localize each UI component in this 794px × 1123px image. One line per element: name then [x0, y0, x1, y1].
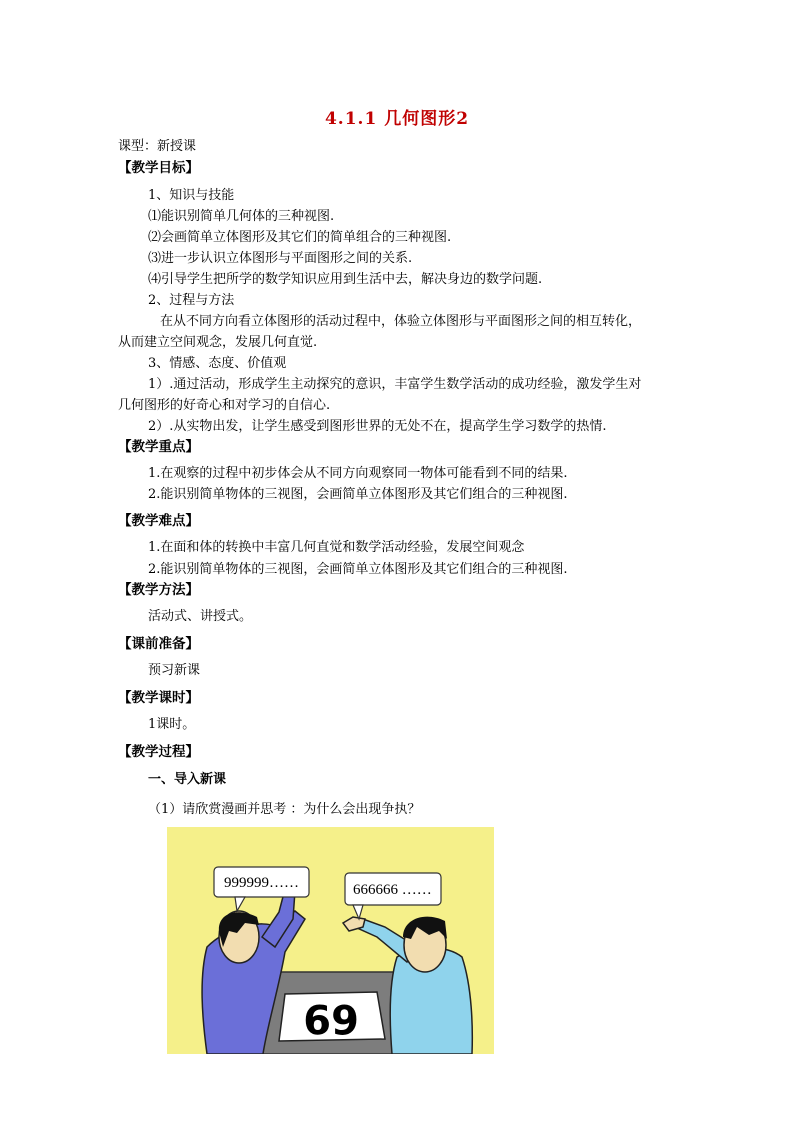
methods-text: 活动式、讲授式。	[148, 609, 253, 624]
emotion-item: 几何图形的好奇心和对学习的自信心.	[118, 398, 331, 413]
emotion-item: 1）.通过活动，形成学生主动探究的意识，丰富学生数学活动的成功经验，激发学生对	[148, 377, 642, 392]
hours-heading: 【教学课时】	[118, 690, 199, 706]
knowledge-heading: 1、知识与技能	[148, 188, 235, 203]
process-section-heading: 【教学过程】	[118, 744, 199, 760]
preparation-text: 预习新课	[148, 663, 201, 678]
hours-text: 1课时。	[148, 717, 196, 732]
key-point-item: 2.能识别简单物体的三视图，会画简单立体图形及其它们组合的三种视图.	[148, 487, 568, 502]
key-points-heading: 【教学重点】	[118, 439, 199, 455]
knowledge-item: ⑴能识别简单几何体的三种视图.	[148, 209, 335, 224]
card-text: 69	[303, 995, 359, 1041]
knowledge-item: ⑷引导学生把所学的数学知识应用到生活中去，解决身边的数学问题.	[148, 272, 543, 287]
emotion-heading: 3、情感、态度、价值观	[148, 356, 287, 371]
process-part-1: 一、导入新课	[148, 772, 227, 787]
methods-heading: 【教学方法】	[118, 582, 199, 598]
key-point-item: 1.在观察的过程中初步体会从不同方向观察同一物体可能看到不同的结果.	[148, 466, 568, 481]
emotion-item: 2）.从实物出发，让学生感受到图形世界的无处不在，提高学生学习数学的热情.	[148, 419, 607, 434]
knowledge-item: ⑶进一步认识立体图形与平面图形之间的关系.	[148, 251, 413, 266]
process-text: 在从不同方向看立体图形的活动过程中，体验立体图形与平面图形之间的相互转化，	[160, 314, 642, 329]
course-type: 课型：新授课	[118, 139, 197, 154]
process-heading: 2、过程与方法	[148, 293, 235, 308]
left-bubble-text: 999999……	[224, 875, 299, 891]
difficulty-item: 1.在面和体的转换中丰富几何直觉和数学活动经验，发展空间观念	[148, 540, 525, 555]
process-question-1: （1）请欣赏漫画并思考 ：为什么会出现争执？	[148, 802, 421, 817]
cartoon-illustration	[167, 827, 494, 1054]
document-title: 4.1.1 几何图形2	[324, 109, 470, 129]
right-bubble-text: 666666 ……	[353, 882, 432, 898]
knowledge-item: ⑵会画简单立体图形及其它们的简单组合的三种视图.	[148, 230, 452, 245]
objectives-heading: 【教学目标】	[118, 160, 199, 176]
difficulty-item: 2.能识别简单物体的三视图，会画简单立体图形及其它们组合的三种视图.	[148, 562, 568, 577]
process-text: 从而建立空间观念，发展几何直觉.	[118, 335, 318, 350]
difficulties-heading: 【教学难点】	[118, 513, 199, 529]
preparation-heading: 【课前准备】	[118, 636, 199, 652]
